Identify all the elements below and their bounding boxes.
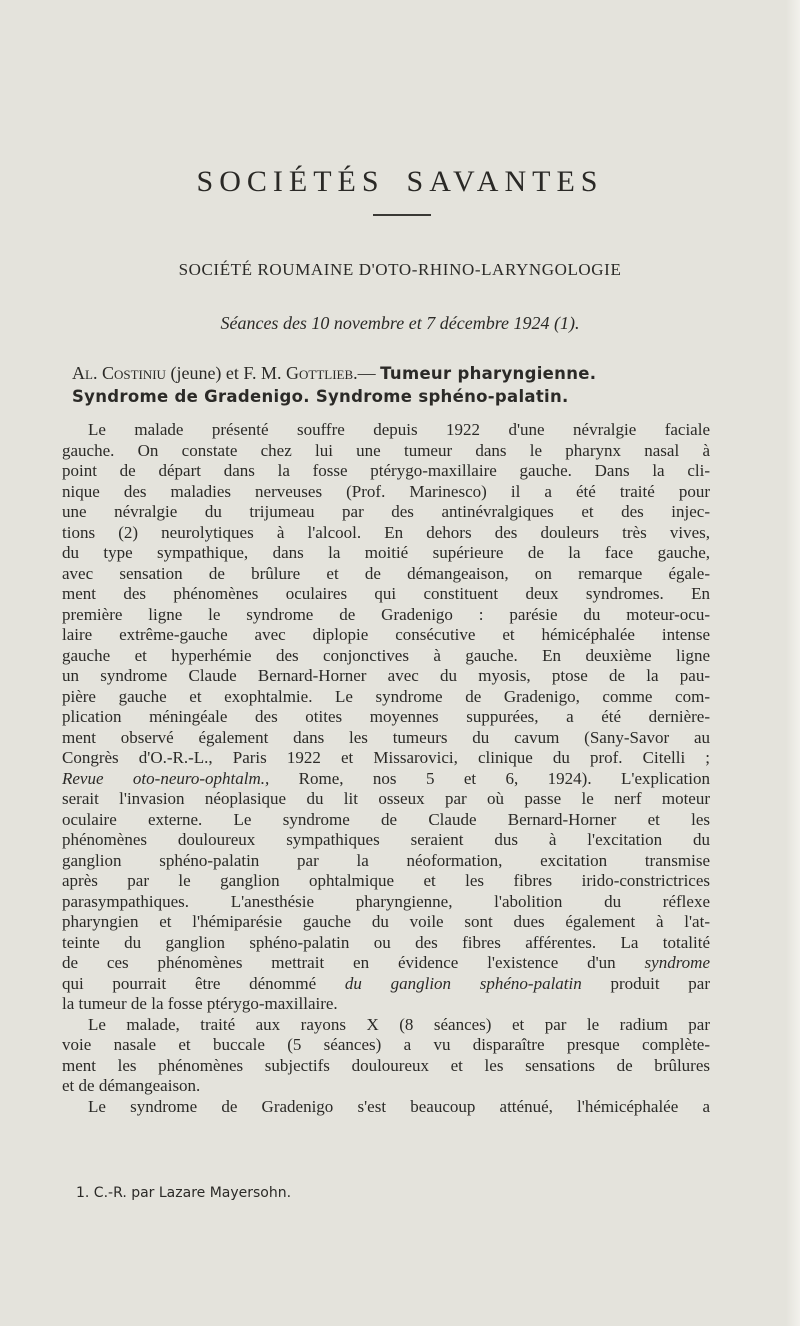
body-line-ganglion [62,974,710,995]
footnote: 1. C.-R. par Lazare Mayersohn. [76,1185,292,1201]
title-word-2: SAVANTES [406,165,604,198]
body-line: ganglion sphéno-palatin par la néoformation, excitation transmise [62,850,710,870]
body-line: Le malade présenté souffre depuis 1922 d'une névralgie faciale [88,420,710,439]
body-line: et de démangeaison. [62,1076,201,1095]
body-line: nique des maladies nerveuses (Prof. Marinesco) il a été traité pour [62,481,710,501]
body-line: du type sympathique, dans la moitié supérieure de la face gauche, [62,543,710,562]
body-line: point de départ dans la fosse ptérygo-maxillaire gauche. Dans la cli- [62,461,710,480]
body-line: Le syndrome de Gradenigo s'est beaucoup atténué, l'hémicéphalée a [88,1096,710,1116]
body-line: Congrès d'O.-R.-L., Paris 1922 et Missarovici, clinique du prof. Citelli ; [62,748,710,767]
body-line: teinte du ganglion sphéno-palatin ou des fibres afférentes. La totalité [62,932,710,952]
syndrome-pre: de ces phénomènes mettrait en évidence l'existence d'un [62,953,645,972]
body-line: ment des phénomènes oculaires qui constituent deux syndromes. En [62,584,710,603]
body-line: plication méningéale des otites moyennes suppurées, a été dernière- [62,707,710,726]
body-line: serait l'invasion néoplasique du lit osseux par où passe le nerf moteur [62,789,710,808]
body-line: après par le ganglion ophtalmique et les fibres irido-constrictrices [62,871,710,890]
society-name: SOCIÉTÉ ROUMAINE D'OTO-RHINO-LARYNGOLOGIE [178,260,622,279]
article-title-line-1: Tumeur pharyngienne. [380,364,597,383]
journal-title: Revue oto-neuro-ophtalm., [62,768,270,788]
body-line: un syndrome Claude Bernard-Horner avec du myosis, ptose de la pau- [62,666,710,685]
body-line: ment les phénomènes subjectifs douloureux et les sensations de brûlures [62,1055,710,1075]
body-line: oculaire externe. Le syndrome de Claude Bernard-Horner et les [62,809,710,829]
title-word-1: SOCIÉTÉS [196,165,385,198]
body-line: avec sensation de brûlure et de démangeaison, on remarque égale- [62,563,710,583]
article-heading [72,362,742,408]
ganglion-italic: du ganglion sphéno-palatin [344,973,582,993]
body-line: la tumeur de la fosse ptérygo-maxillaire. [62,994,338,1013]
body-line: tions (2) neurolytiques à l'alcool. En dehors des douleurs très vives, [62,522,710,542]
body-line: phénomènes douloureux sympathiques seraient dus à l'excitation du [62,830,710,849]
body-line: laire extrême-gauche avec diplopie consécutive et hémicéphalée intense [62,625,710,644]
ganglion-post: produit par [581,973,710,993]
body-line: ment observé également dans les tumeurs du cavum (Sany-Savor au [62,727,710,747]
reference-details: Rome, nos 5 et 6, 1924). L'explication [269,768,710,788]
author-2: Gottlieb. [286,363,358,383]
title-rule [373,214,431,216]
body-line: gauche. On constate chez lui une tumeur dans le pharynx nasal à [62,440,710,460]
article-body [62,420,710,1117]
body-line: gauche et hyperhémie des conjonctives à gauche. En deuxième ligne [62,645,710,665]
body-line: Le malade, traité aux rayons X (8 séances) et par le radium par [88,1014,710,1034]
body-line: parasympathiques. L'anesthésie pharyngienne, l'abolition du réflexe [62,891,710,911]
body-line: une névralgie du trijumeau par des antinévralgiques et des injec- [62,502,710,521]
body-line: première ligne le syndrome de Gradenigo : parésie du moteur-ocu- [62,604,710,624]
section-title [0,165,800,199]
heading-dash: — [357,363,376,383]
session-date: Séances des 10 novembre et 7 décembre 1924 (1). [220,313,580,333]
author-connector: (jeune) et F. M. [170,363,282,383]
body-line: pharyngien et l'hémiparésie gauche du voile sont dues également à l'at- [62,912,710,931]
body-line-syndrome [62,953,710,974]
author-1: Al. Costiniu [72,363,166,383]
article-title-line-2: Syndrome de Gradenigo. Syndrome sphéno-palatin. [72,387,569,406]
syndrome-italic: syndrome [644,953,710,972]
body-line-reference [62,769,710,790]
ganglion-pre: qui pourrait être dénommé [62,973,345,993]
body-line: voie nasale et buccale (5 séances) a vu disparaître presque complète- [62,1035,710,1054]
body-line: pière gauche et exophtalmie. Le syndrome de Gradenigo, comme com- [62,686,710,706]
